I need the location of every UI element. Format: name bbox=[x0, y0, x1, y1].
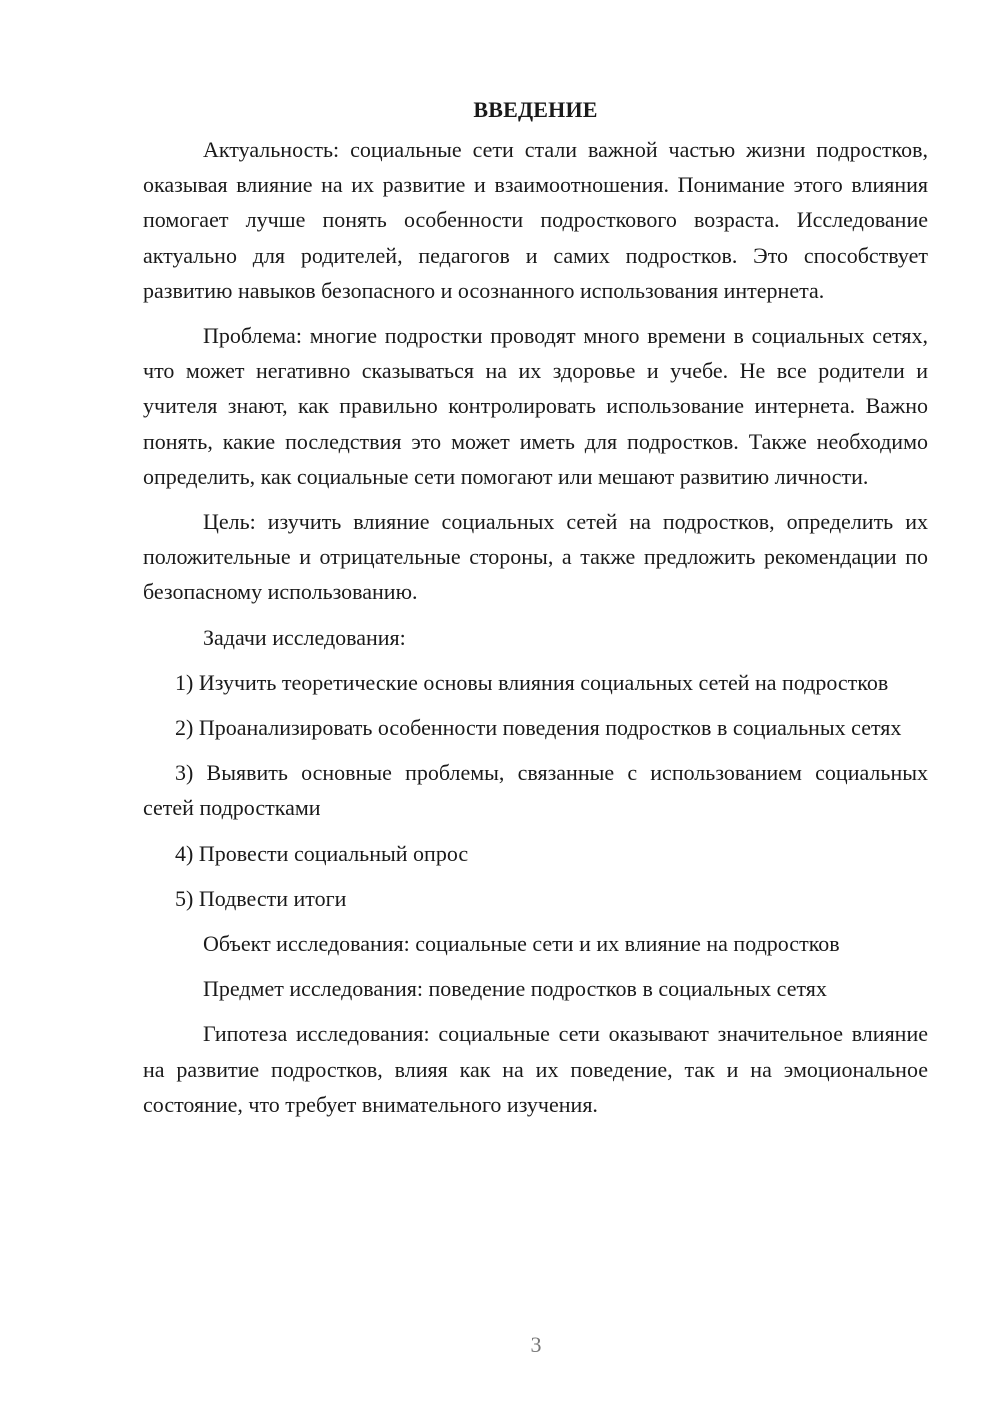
tasks-heading: Задачи исследования: bbox=[203, 624, 406, 650]
relevance-paragraph: Актуальность: социальные сети стали важной частью жизни подростков, оказывая влияние на их развитие и взаимоотношения. Понимание этого влияния помогает лучше понять особенности подросткового возраста. Исследование актуально для родителей, педагогов и самих подростков. Это способствует развитию навыков безопасного и осознанного использования интернета. bbox=[143, 137, 928, 303]
problem-paragraph: Проблема: многие подростки проводят много времени в социальных сетях, что может негативно сказываться на их здоровье и учебе. Не все родители и учителя знают, как правильно контролировать использование интернета. Важно понять, какие последствия это может иметь для подростков. Также необходимо определить, как социальные сети помогают или мешают развитию личности. bbox=[143, 323, 928, 489]
subject-paragraph: Предмет исследования: поведение подростков в социальных сетях bbox=[203, 976, 827, 1002]
task-item-3: 3) Выявить основные проблемы, связанные с использованием социальных сетей подростками bbox=[143, 760, 928, 821]
page-title: ВВЕДЕНИЕ bbox=[473, 97, 598, 122]
document-page bbox=[143, 88, 928, 1132]
task-item-5: 5) Подвести итоги bbox=[175, 885, 347, 911]
goal-paragraph: Цель: изучить влияние социальных сетей на подростков, определить их положительные и отрицательные стороны, а также предложить рекомендации по безопасному использованию. bbox=[143, 509, 928, 605]
object-paragraph: Объект исследования: социальные сети и их влияние на подростков bbox=[203, 931, 840, 957]
task-item-4: 4) Провести социальный опрос bbox=[175, 840, 469, 866]
hypothesis-paragraph: Гипотеза исследования: социальные сети оказывают значительное влияние на развитие подростков, влияя как на их поведение, так и на эмоциональное состояние, что требует внимательного изучения. bbox=[143, 1021, 928, 1117]
task-item-2: 2) Проанализировать особенности поведения подростков в социальных сетях bbox=[175, 715, 902, 741]
task-item-1: 1) Изучить теоретические основы влияния социальных сетей на подростков bbox=[175, 669, 889, 695]
page-number: 3 bbox=[530, 1332, 542, 1357]
